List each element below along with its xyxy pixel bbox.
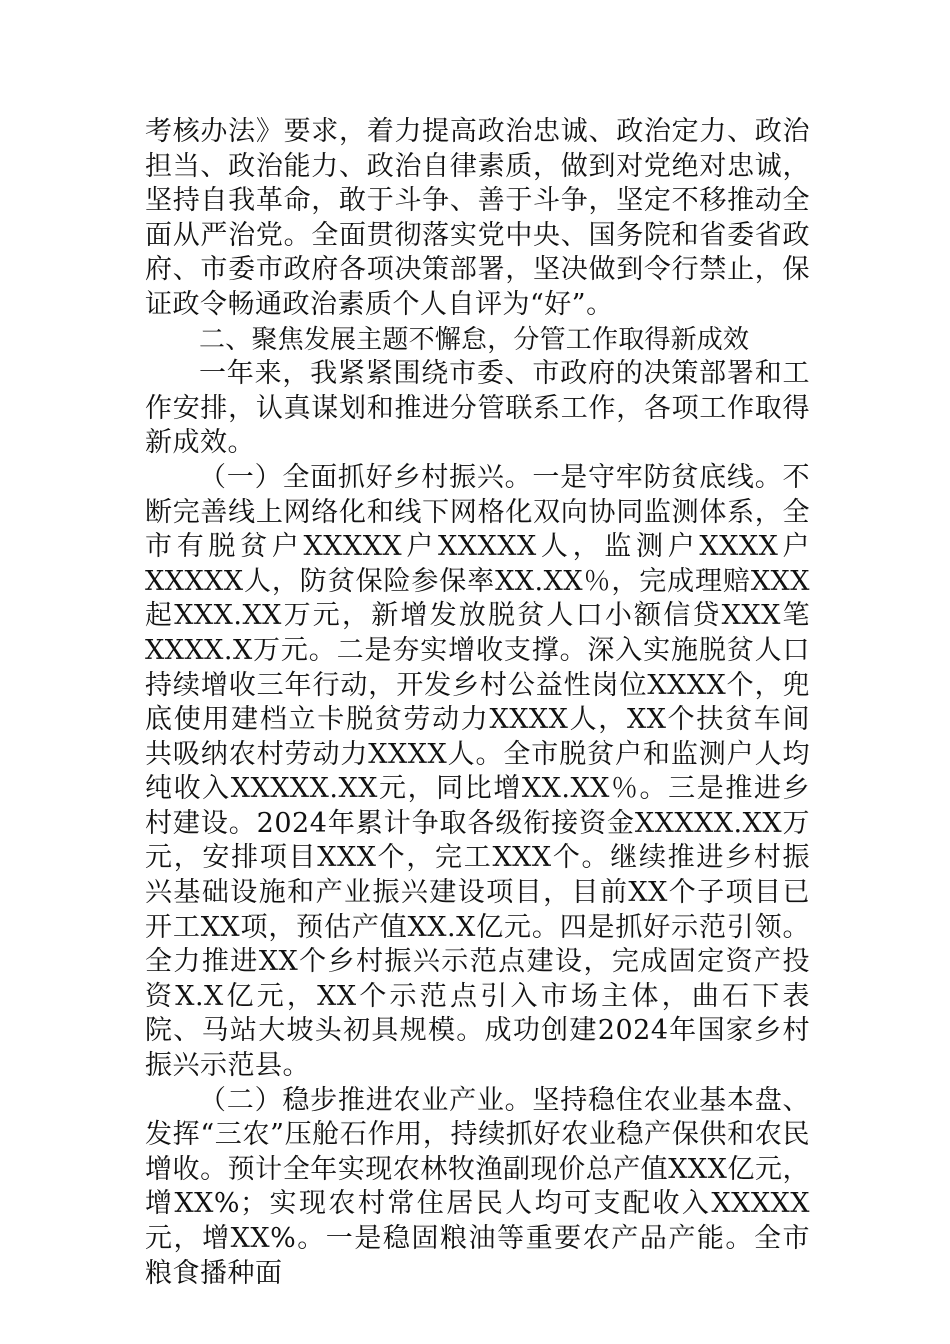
paragraph-overview: 一年来，我紧紧围绕市委、市政府的决策部署和工作安排，认真谋划和推进分管联系工作，各项工作取得新成效。 [145,358,810,459]
paragraph-rural-revitalization: （一）全面抓好乡村振兴。一是守牢防贫底线。不断完善线上网络化和线下网格化双向协同监测体系，全市有脱贫户XXXXX户XXXXX人，监测户XXXX户XXXXX人，防贫保险参保率XX.XX％，完成理赔XXX起XXX.XX万元，新增发放脱贫人口小额信贷XXX笔XXXX.X万元。二是夯实增收支撑。深入实施脱贫人口持续增收三年行动，开发乡村公益性岗位XXXX个，兜底使用建档立卡脱贫劳动力XXXX人，XX个扶贫车间共吸纳农村劳动力XXXX人。全市脱贫户和监测户人均纯收入XXXXX.XX元，同比增XX.XX％。三是推进乡村建设。2024年累计争取各级衔接资金XXXXX.XX万元，安排项目XXX个，完工XXX个。继续推进乡村振兴基础设施和产业振兴建设项目，目前XX个子项目已开工XX项，预估产值XX.X亿元。四是抓好示范引领。全力推进XX个乡村振兴示范点建设，完成固定资产投资X.X亿元，XX个示范点引入市场主体，曲石下表院、马站大坡头初具规模。成功创建2024年国家乡村振兴示范县。 [145,461,810,1082]
paragraph-political-quality: 考核办法》要求，着力提高政治忠诚、政治定力、政治担当、政治能力、政治自律素质，做到对党绝对忠诚，坚持自我革命，敢于斗争、善于斗争，坚定不移推动全面从严治党。全面贯彻落实党中央、国务院和省委省政府、市委市政府各项决策部署，坚决做到令行禁止，保证政令畅通政治素质个人自评为“好”。 [145,116,810,320]
paragraph-agriculture-industry: （二）稳步推进农业产业。坚持稳住农业基本盘、发挥“三农”压舱石作用，持续抓好农业稳产保供和农民增收。预计全年实现农林牧渔副现价总产值XXX亿元，增XX%；实现农村常住居民人均可支配收入XXXXX元，增XX%。一是稳固粮油等重要农产品产能。全市粮食播种面 [145,1084,810,1289]
section-heading-development: 二、聚焦发展主题不懈怠，分管工作取得新成效 [199,324,750,355]
document-page [145,115,810,1291]
